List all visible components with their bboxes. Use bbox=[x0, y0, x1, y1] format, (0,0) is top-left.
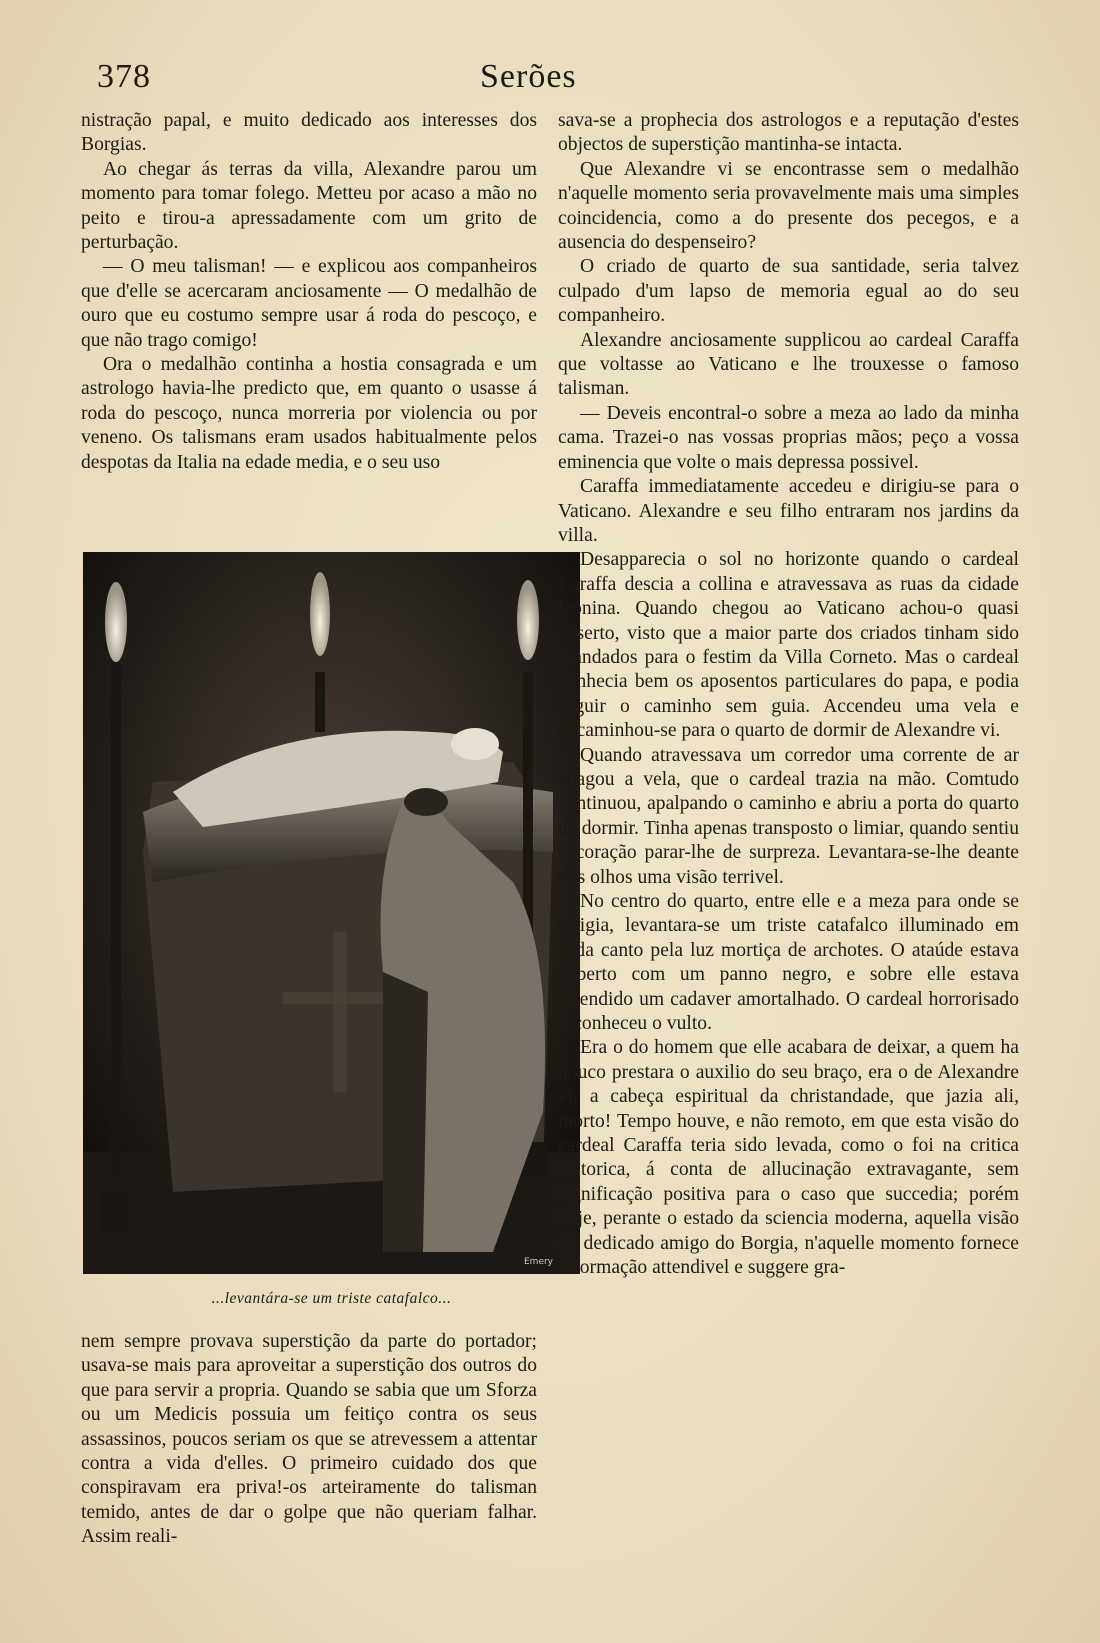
right-column bbox=[558, 109, 1019, 1281]
paragraph: Caraffa immediatamente accedeu e dirigiu-se para o Vaticano. Alexandre e seu filho entraram nos jardins da villa. bbox=[558, 476, 1019, 546]
illustration-caption: ...levantára-se um triste catafalco... bbox=[211, 1290, 452, 1307]
paragraph: Desapparecia o sol no horizonte quando o cardeal Caraffa descia a collina e atravessava as ruas da cidade leonina. Quando chegou ao Vaticano achou-o quasi deserto, visto que a maior parte dos criados tinham sido mandados para o festim da Villa Corneto. Mas o cardeal conhecia bem os aposentos particulares do papa, e podia seguir o caminho sem guia. Accendeu uma vela e encaminhou-se para o quarto de dormir de Alexandre vi. bbox=[558, 549, 1019, 742]
paragraph: sava-se a prophecia dos astrologos e a reputação d'estes objectos de superstição mantinha-se intacta. bbox=[558, 110, 1019, 156]
left-column-bottom bbox=[81, 1330, 537, 1550]
running-head-title: Serões bbox=[480, 58, 577, 95]
paragraph: Que Alexandre vi se encontrasse sem o medalhão n'aquelle momento seria provavelmente mais uma simples coincidencia, como a do presente dos pecegos, e a ausencia do despenseiro? bbox=[558, 158, 1019, 254]
paragraph: nem sempre provava superstição da parte do portador; usava-se mais para aproveitar a superstição dos outros do que para servir a propria. Quando se sabia que um Sforza ou um Medicis possuia um feitiço contra os seus assassinos, poucos seriam os que se atrevessem a attentar contra a vida d'elles. O primeiro cuidado dos que conspiravam era priva!-os arteiramente do talisman temido, antes de dar o golpe que não queriam falhar. Assim reali- bbox=[81, 1331, 537, 1548]
paragraph: No centro do quarto, entre elle e a meza para onde se dirigia, levantara-se um triste catafalco illuminado em cada canto pela luz mortiça de archotes. O ataúde estava coberto com um panno negro, e sobre elle estava estendido um cadaver amortalhado. O cardeal horrorisado reconheceu o vulto. bbox=[558, 891, 1019, 1035]
paragraph: O criado de quarto de sua santidade, seria talvez culpado d'um lapso de memoria egual ao do seu companheiro. bbox=[558, 256, 1019, 327]
page-number: 378 bbox=[97, 58, 151, 95]
paragraph: Alexandre anciosamente supplicou ao cardeal Caraffa que voltasse ao Vaticano e lhe trouxesse o famoso talisman. bbox=[558, 329, 1019, 400]
paragraph: Ao chegar ás terras da villa, Alexandre parou um momento para tomar folego. Metteu por acaso a mão no peito e tirou-a apressadamente com um grito de perturbação. bbox=[81, 158, 537, 254]
illustration-catafalque bbox=[83, 552, 580, 1274]
paragraph: Ora o medalhão continha a hostia consagrada e um astrologo havia-lhe predicto que, em quanto o usasse á roda do pescoço, nunca morreria por violencia ou por veneno. Os talismans eram usados habitualmente pelos despotas da Italia na edade media, e o seu uso bbox=[81, 354, 537, 473]
paragraph: — O meu talisman! — e explicou aos companheiros que d'elle se acercaram anciosamente — O medalhão de ouro que eu costumo sempre usar á roda do pescoço, e que não trago comigo! bbox=[81, 256, 537, 351]
paragraph: Quando atravessava um corredor uma corrente de ar apagou a vela, que o cardeal trazia na mão. Comtudo continuou, apalpando o caminho e abriu a porta do quarto de dormir. Tinha apenas transposto o limiar, quando sentiu o coração parar-lhe de surpreza. Levantara-se-lhe deante dos olhos uma visão terrivel. bbox=[558, 744, 1019, 888]
paragraph: — Deveis encontral-o sobre a meza ao lado da minha cama. Trazei-o nas vossas proprias mãos; peço a vossa eminencia que volte o mais depressa possivel. bbox=[558, 402, 1019, 473]
left-column-top bbox=[81, 109, 537, 475]
paragraph: nistração papal, e muito dedicado aos interesses dos Borgias. bbox=[81, 110, 537, 156]
artist-signature: Emery bbox=[523, 1257, 553, 1267]
paragraph: Era o do homem que elle acabara de deixar, a quem ha pouco prestara o auxilio do seu braço, era o de Alexandre vi, a cabeça espiritual da christandade, que jazia ali, morto! Tempo houve, e não remoto, em que esta visão do cardeal Caraffa teria sido levada, como o foi na critica historica, á conta de allucinação extravagante, sem significação positiva para o caso que succedia; porém hoje, perante o estado da sciencia moderna, aquella visão do dedicado amigo do Borgia, n'aquelle momento fornece informação attendivel e suggere gra- bbox=[558, 1037, 1019, 1279]
